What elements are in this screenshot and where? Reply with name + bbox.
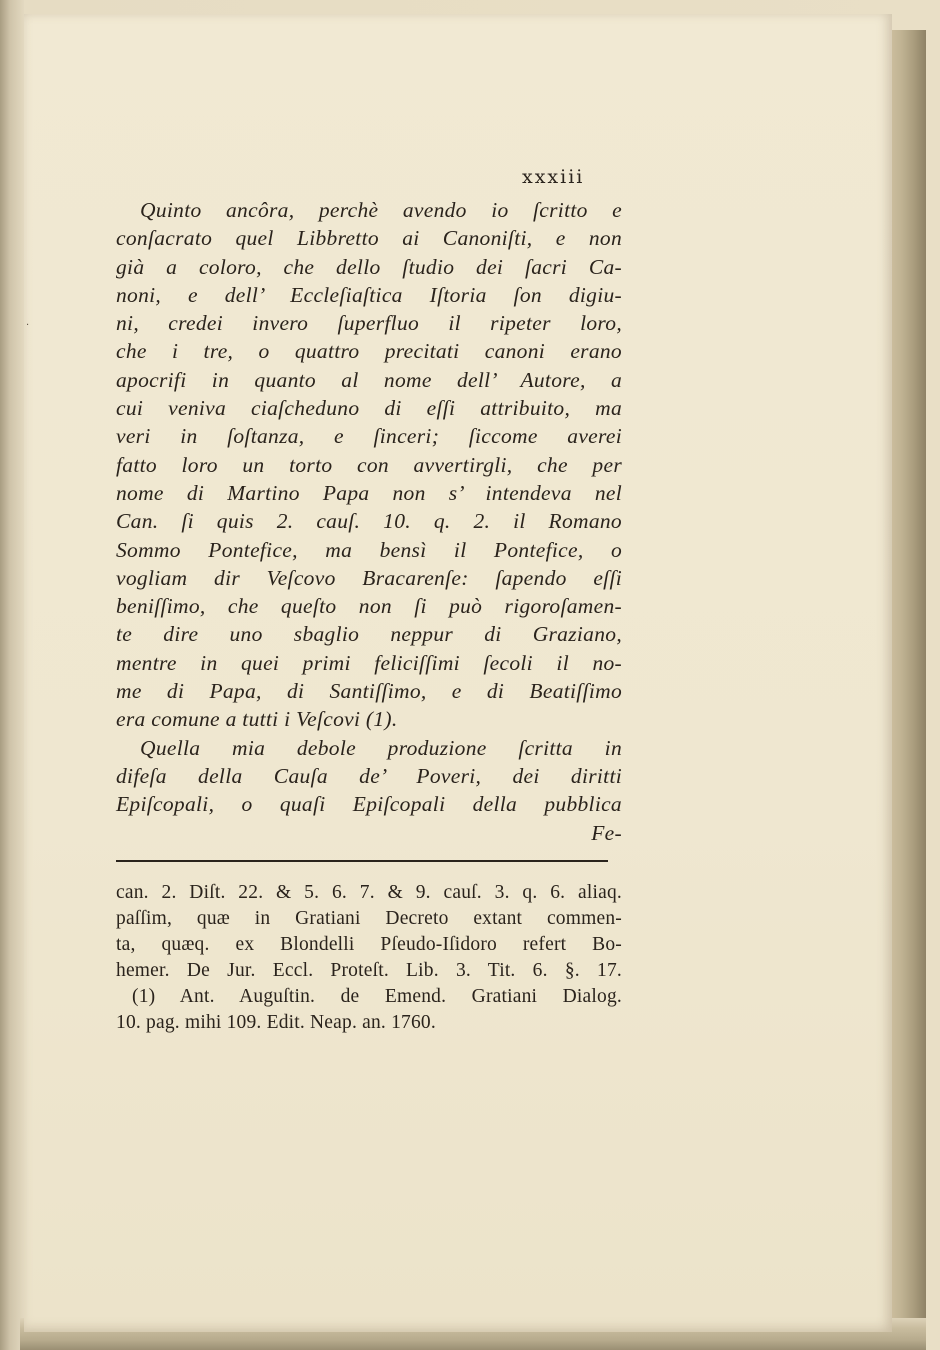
footnote-line: paſſim, quæ in Gratiani Decreto extant commen-	[116, 908, 622, 929]
text-line: noni, e dell’ Eccleſiaſtica Iſtoria ſon digiu-	[116, 282, 622, 307]
footnote-line: hemer. De Jur. Eccl. Proteſt. Lib. 3. Tit. 6. §. 17.	[116, 960, 622, 981]
footnote-line: 10. pag. mihi 109. Edit. Neap. an. 1760.	[116, 1012, 436, 1033]
footnote-line: (1) Ant. Auguſtin. de Emend. Gratiani Dialog.	[132, 986, 622, 1007]
page-number: xxxiii	[522, 166, 585, 188]
text-line: Can. ſi quis 2. cauſ. 10. q. 2. il Romano	[116, 509, 622, 534]
body-text	[116, 196, 622, 847]
text-line: mentre in quei primi feliciſſimi ſecoli il no-	[116, 650, 622, 675]
text-line: difeſa della Cauſa de’ Poveri, dei diritti	[116, 763, 622, 788]
text-line: Quinto ancôra, perchè avendo io ſcritto e	[140, 198, 622, 222]
text-line: fatto loro un torto con avvertirgli, che per	[116, 452, 622, 477]
text-line: nome di Martino Papa non s’ intendeva nel	[116, 480, 622, 505]
text-line: era comune a tutti i Veſcovi (1).	[116, 707, 398, 732]
text-line: apocrifi in quanto al nome dell’ Autore, a	[116, 367, 622, 392]
text-line: Quella mia debole produzione ſcritta in	[140, 735, 622, 760]
text-line: Sommo Pontefice, ma bensì il Pontefice, o	[116, 537, 622, 562]
text-line: ni, credei invero ſuperfluo il ripeter loro,	[116, 311, 622, 336]
text-line: già a coloro, che dello ſtudio dei ſacri Ca-	[116, 254, 622, 279]
footnote-line: ta, quæq. ex Blondelli Pſeudo-Iſidoro refert Bo-	[116, 934, 622, 955]
text-line: che i tre, o quattro precitati canoni erano	[116, 339, 622, 364]
text-line: beniſſimo, che queſto non ſi può rigoroſamen-	[116, 594, 622, 619]
footnote-line: can. 2. Diſt. 22. & 5. 6. 7. & 9. cauſ. 3. q. 6. aliaq.	[116, 882, 622, 903]
footnote-rule	[116, 860, 608, 862]
text-line: conſacrato quel Libbretto ai Canoniſti, e non	[116, 226, 622, 251]
text-line: cui veniva ciaſcheduno di eſſi attribuito, ma	[116, 396, 622, 421]
text-line: te dire uno sbaglio neppur di Graziano,	[116, 622, 622, 647]
footnotes	[116, 880, 622, 1036]
text-line: Epiſcopali, o quaſi Epiſcopali della pubblica	[116, 792, 622, 817]
left-gutter	[0, 0, 24, 1350]
text-line: veri in ſoſtanza, e ſinceri; ſiccome averei	[116, 424, 622, 449]
margin-mark: ·	[26, 320, 30, 331]
catchword: Fe-	[591, 820, 622, 845]
text-line: me di Papa, di Santiſſimo, e di Beatiſſimo	[116, 679, 622, 704]
text-line: vogliam dir Veſcovo Bracarenſe: ſapendo eſſi	[116, 565, 622, 590]
